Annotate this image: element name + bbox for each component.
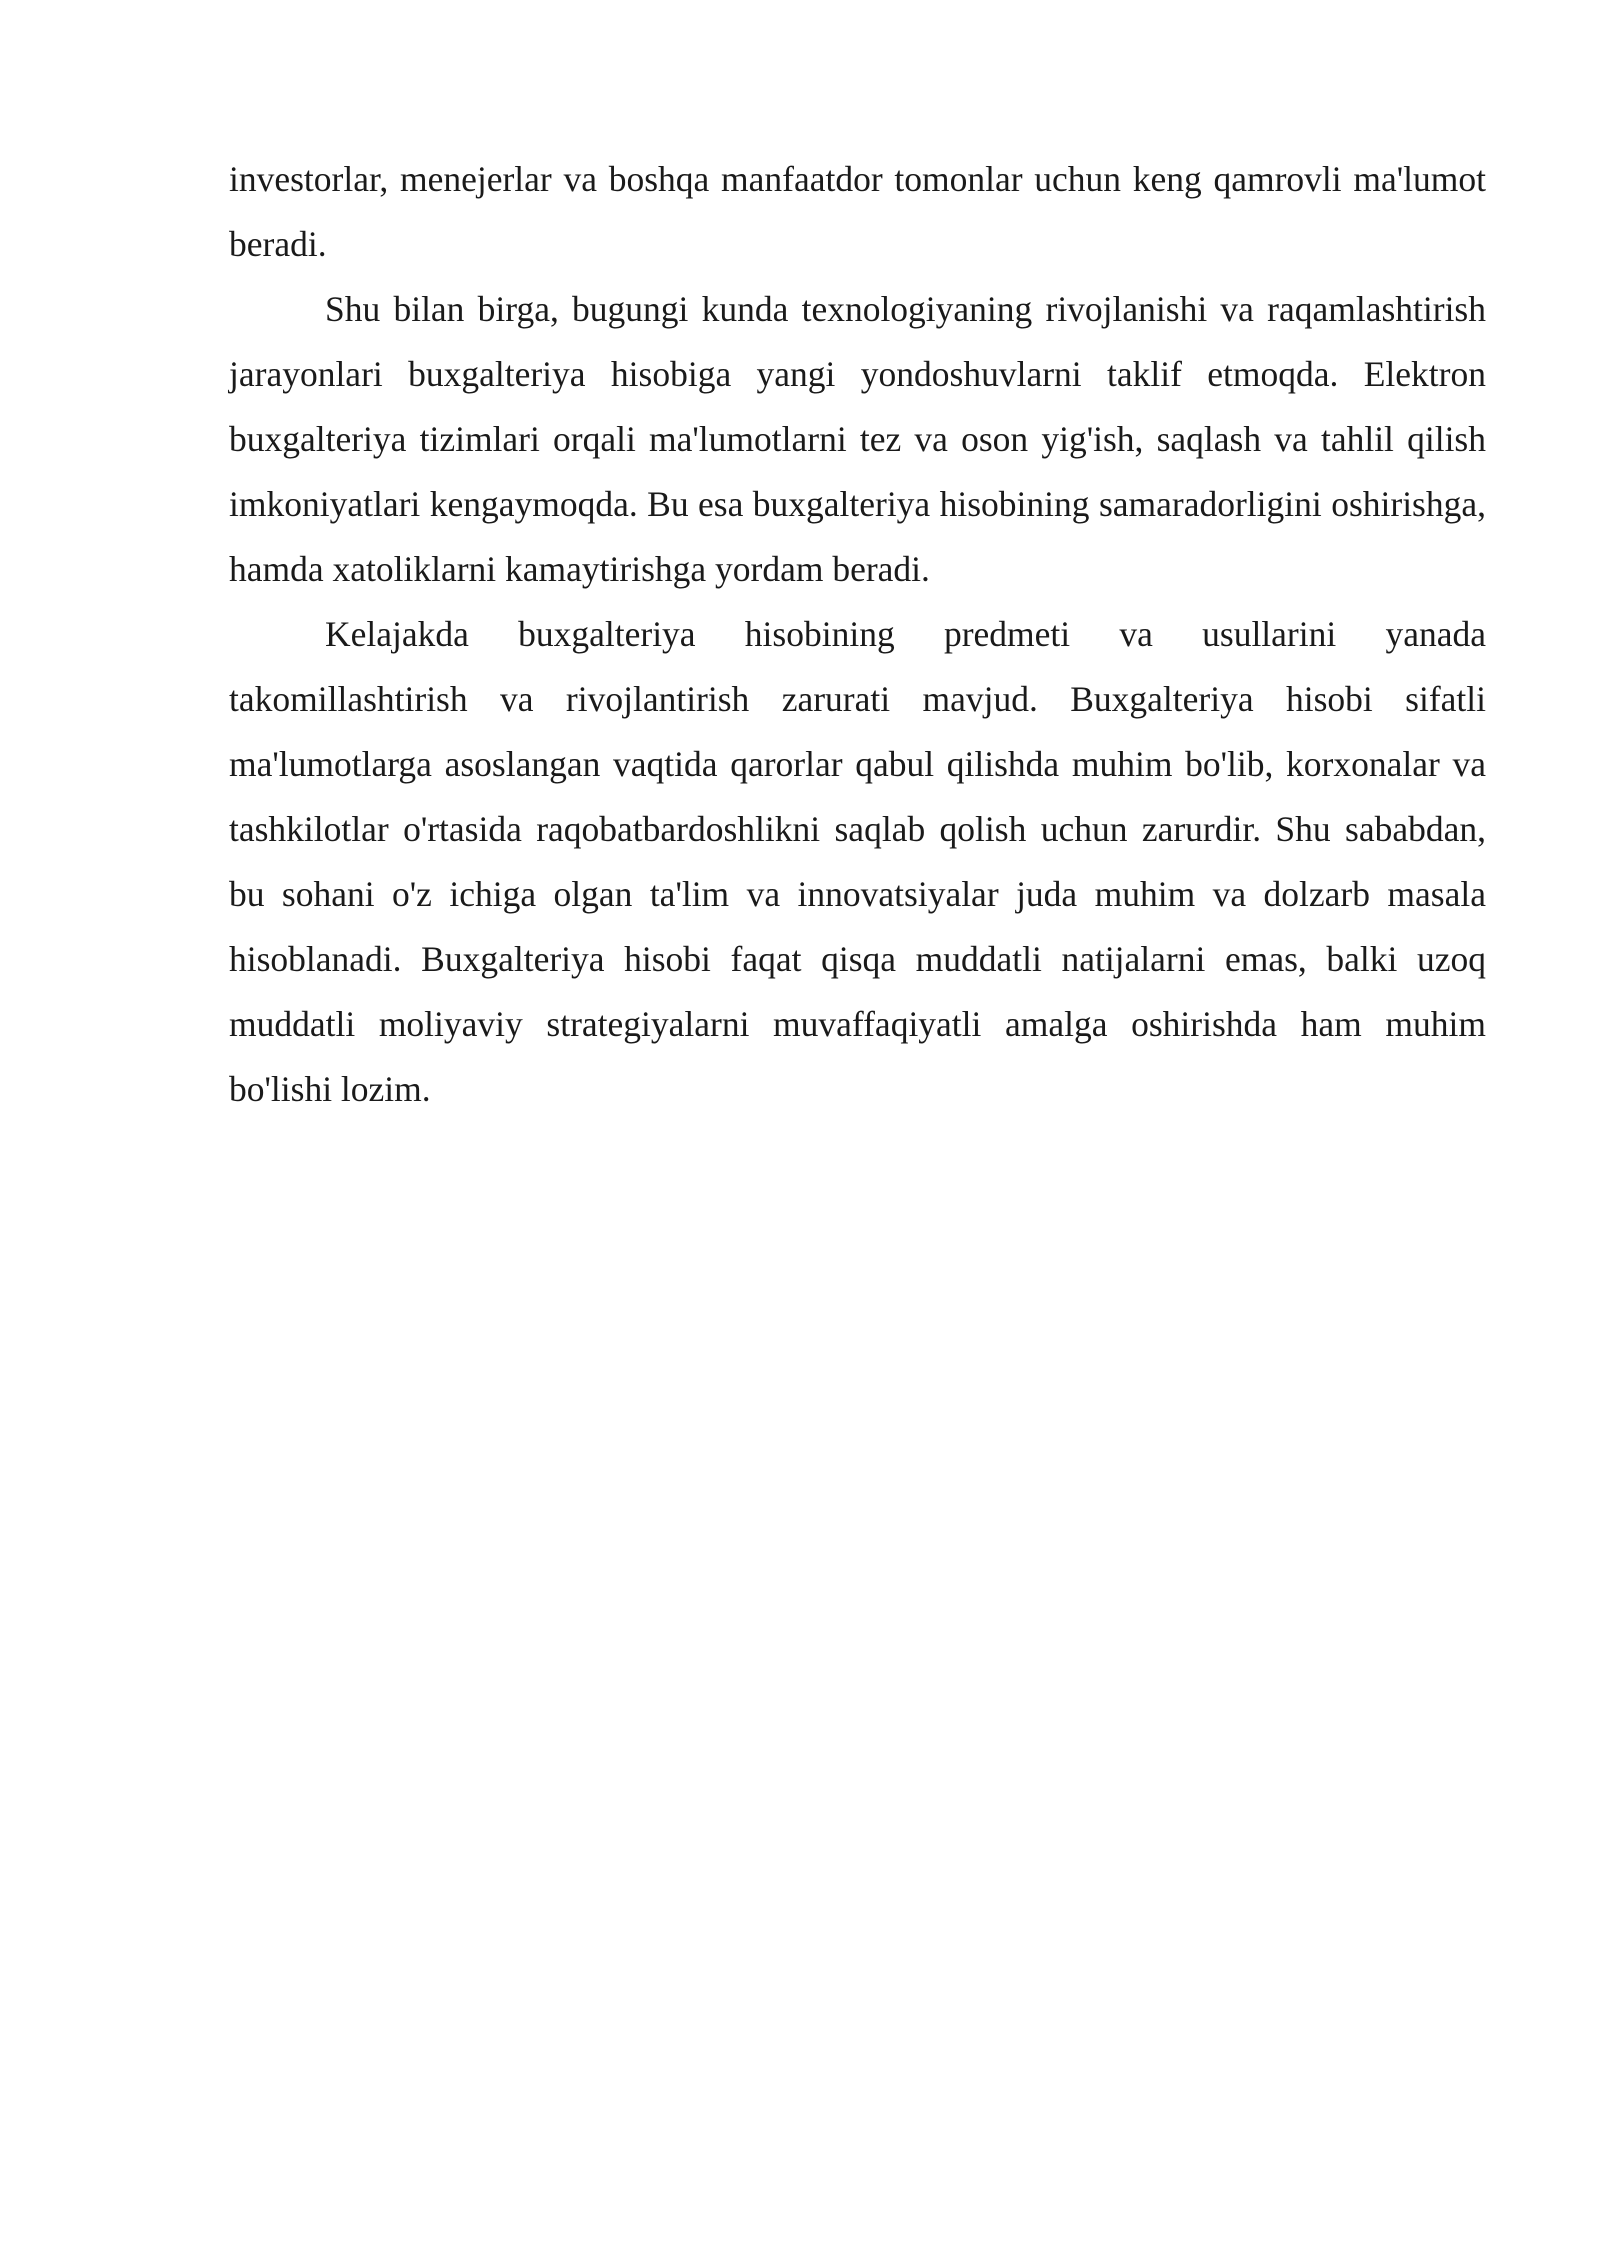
- paragraph-continuation: investorlar, menejerlar va boshqa manfaatdor tomonlar uchun keng qamrovli ma'lumot beradi.: [229, 159, 1486, 264]
- paragraph-future: Kelajakda buxgalteriya hisobining predmeti va usullarini yanada takomillashtirish va rivojlantirish zarurati mavjud. Buxgalteriya hisobi sifatli ma'lumotlarga asoslangan vaqtida qarorlar qabul qilishda muhim bo'lib, korxonalar va tashkilotlar o'rtasida raqobatbardoshlikni saqlab qolish uchun zarurdir. Shu sababdan, bu sohani o'z ichiga olgan ta'lim va innovatsiyalar juda muhim va dolzarb masala hisoblanadi. Buxgalteriya hisobi faqat qisqa muddatli natijalarni emas, balki uzoq muddatli moliyaviy strategiyalarni muvaffaqiyatli amalga oshirishda ham muhim bo'lishi lozim.: [229, 614, 1486, 1109]
- body-text: [229, 147, 1486, 1122]
- paragraph-technology: Shu bilan birga, bugungi kunda texnologiyaning rivojlanishi va raqamlashtirish jarayonlari buxgalteriya hisobiga yangi yondoshuvlarni taklif etmoqda. Elektron buxgalteriya tizimlari orqali ma'lumotlarni tez va oson yig'ish, saqlash va tahlil qilish imkoniyatlari kengaymoqda. Bu esa buxgalteriya hisobining samaradorligini oshirishga, hamda xatoliklarni kamaytirishga yordam beradi.: [229, 289, 1486, 589]
